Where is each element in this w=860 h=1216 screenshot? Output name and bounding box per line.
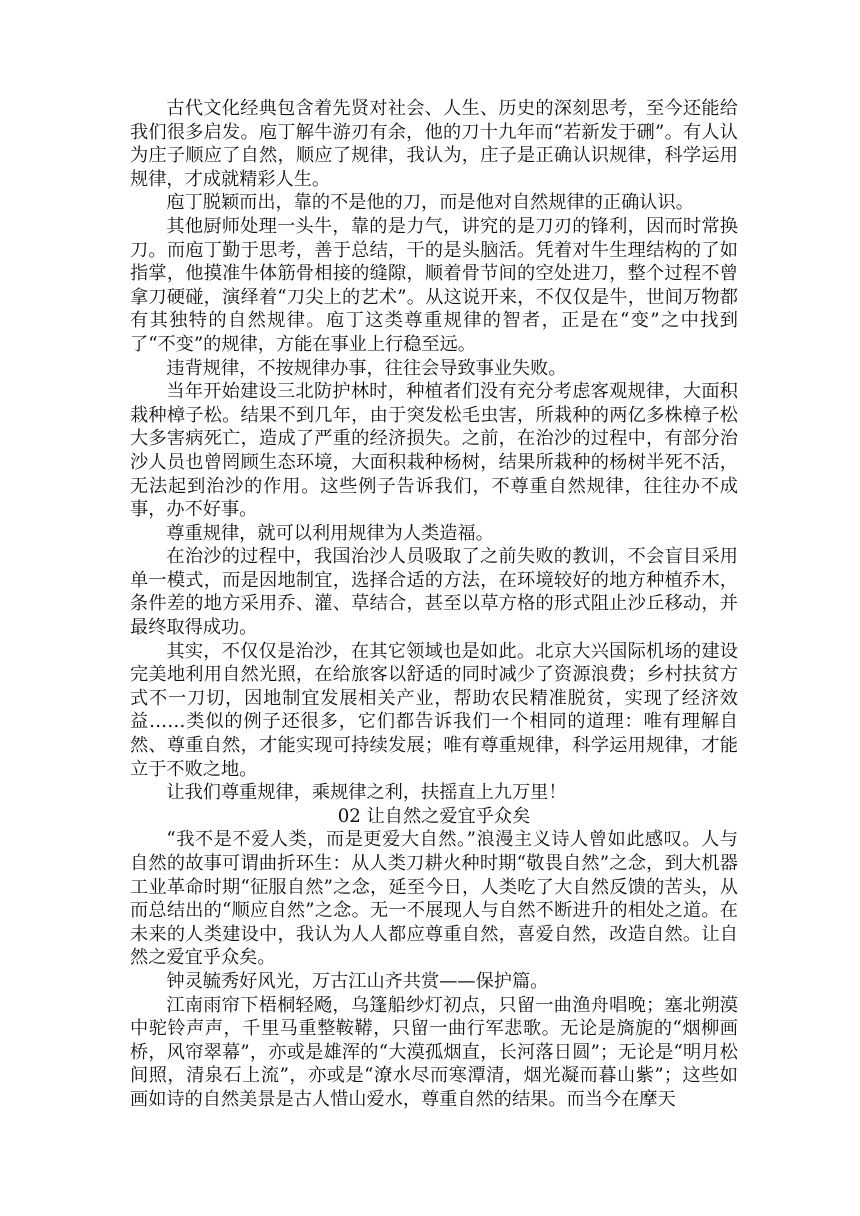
section-heading: 02 让自然之爱宜乎众矣 <box>337 805 531 827</box>
document-body <box>130 97 738 1112</box>
paragraph: 其实，不仅仅是治沙，在其它领域也是如此。北京大兴国际机场的建设完美地利用自然光照，在给旅客以舒适的同时减少了资源浪费；乡村扶贫方式不一刀切，因地制宜发展相关产业，帮助农民精准脱贫，实现了经济效益……类似的例子还很多，它们都告诉我们一个相同的道理：唯有理解自然、尊重自然，才能实现可持续发展；唯有尊重规律，科学运用规律，才能立于不败之地。 <box>130 640 738 780</box>
paragraph: 在治沙的过程中，我国治沙人员吸取了之前失败的教训，不会盲目采用单一模式，而是因地制宜，选择合适的方法，在环境较好的地方种植乔木，条件差的地方采用乔、灌、草结合，甚至以草方格的形式阻止沙丘移动，并最终取得成功。 <box>130 546 738 639</box>
paragraph: 庖丁脱颖而出，靠的不是他的刀，而是他对自然规律的正确认识。 <box>166 192 694 214</box>
paragraph: 让我们尊重规律，乘规律之利，扶摇直上九万里！ <box>166 782 567 804</box>
paragraph: “我不是不爱人类，而是更爱大自然。”浪漫主义诗人曾如此感叹。人与自然的故事可谓曲折环生：从人类刀耕火种时期“敬畏自然”之念，到大机器工业革命时期“征服自然”之念，延至今日，人类吃了大自然反馈的苦头，从而总结出的“顺应自然”之念。无一不展现人与自然不断进升的相处之道。在未来的人类建设中，我认为人人都应尊重自然，喜爱自然，改造自然。让自然之爱宜乎众矣。 <box>130 829 738 969</box>
paragraph: 古代文化经典包含着先贤对社会、人生、历史的深刻思考，至今还能给我们很多启发。庖丁解牛游刃有余，他的刀十九年而“若新发于硎”。有人认为庄子顺应了自然，顺应了规律，我认为，庄子是正确认识规律，科学运用规律，才成就精彩人生。 <box>130 98 738 190</box>
paragraph: 其他厨师处理一头牛，靠的是力气，讲究的是刀刃的锋利，因而时常换刀。而庖丁勤于思考，善于总结，干的是头脑活。凭着对牛生理结构的了如指掌，他摸准牛体筋骨相接的缝隙，顺着骨节间的空处进刀，整个过程不曾拿刀硬碰，演绎着“刀尖上的艺术”。从这说开来，不仅仅是牛，世间万物都有其独特的自然规律。庖丁这类尊重规律的智者，正是在“变”之中找到了“不变”的规律，方能在事业上行稳至远。 <box>130 215 738 355</box>
paragraph: 江南雨帘下梧桐轻飏，乌篷船纱灯初点，只留一曲渔舟唱晚；塞北朔漠中驼铃声声，千里马重整鞍鞯，只留一曲行军悲歌。无论是旖旎的“烟柳画桥，风帘翠幕”，亦或是雄浑的“大漠孤烟直，长河落日圆”；无论是“明月松间照，清泉石上流”，亦或是“潦水尽而寒潭清，烟光凝而暮山紫”；这些如画如诗的自然美景是古人惜山爱水，尊重自然的结果。而当今在摩天 <box>130 994 738 1110</box>
paragraph: 尊重规律，就可以利用规律为人类造福。 <box>166 522 494 544</box>
paragraph: 钟灵毓秀好风光，万古江山齐共赏——保护篇。 <box>166 970 549 992</box>
paragraph: 当年开始建设三北防护林时，种植者们没有充分考虑客观规律，大面积栽种樟子松。结果不到几年，由于突发松毛虫害，所栽种的两亿多株樟子松大多害病死亡，造成了严重的经济损失。之前，在治沙的过程中，有部分治沙人员也曾罔顾生态环境，大面积栽种杨树，结果所栽种的杨树半死不活，无法起到治沙的作用。这些例子告诉我们，不尊重自然规律，往往办不成事，办不好事。 <box>130 381 738 521</box>
paragraph: 违背规律，不按规律办事，往往会导致事业失败。 <box>166 357 567 379</box>
